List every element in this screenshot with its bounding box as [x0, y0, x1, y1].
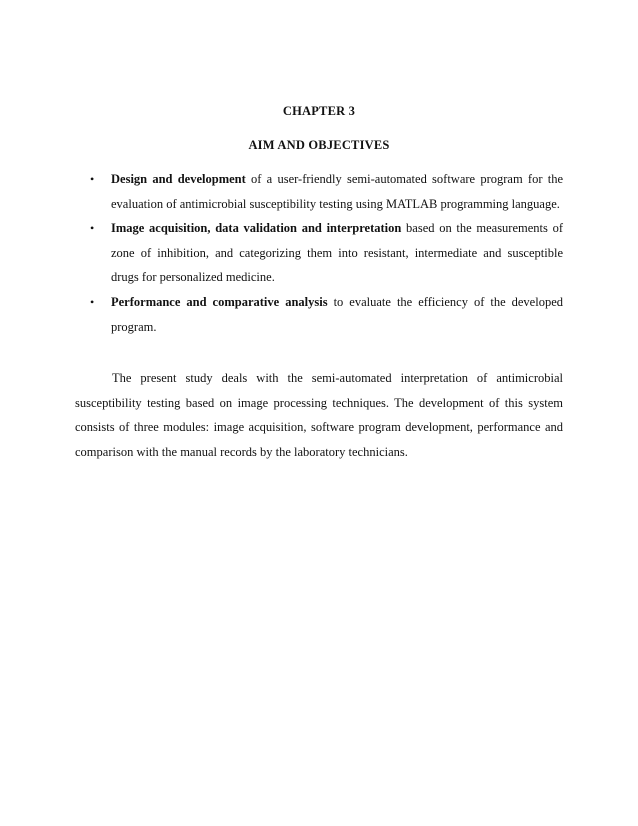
body-paragraph: The present study deals with the semi-automated interpretation of antimicrobial susceptibility testing based on image processing techniques. The development of this system consists of three modules: image acquisition, software program development, performance and comparison with the manual records by the laboratory technicians.: [75, 371, 563, 459]
objective-item-performance: [87, 290, 563, 339]
chapter-title: AIM AND OBJECTIVES: [248, 138, 390, 152]
objective-heading: Design and development: [111, 172, 246, 186]
objective-item-design: [87, 167, 563, 216]
bullet-icon: •: [90, 172, 95, 186]
bullet-icon: •: [90, 294, 95, 309]
bullet-icon: •: [90, 221, 95, 236]
objective-text: to evaluate the efficiency of the developed program.: [111, 294, 563, 334]
objective-text: of a user-friendly semi-automated software program for the evaluation of antimicrobial susceptibility testing using MATLAB programming language.: [111, 172, 563, 211]
objectives-list: [87, 167, 563, 339]
objective-item-image-acquisition: [87, 216, 563, 290]
objective-heading: Performance and comparative analysis: [111, 294, 328, 309]
objective-text: based on the measurements of zone of inhibition, and categorizing them into resistant, intermediate and susceptible drugs for personalized medicine.: [111, 221, 563, 285]
chapter-number: CHAPTER 3: [282, 104, 356, 118]
objective-heading: Image acquisition, data validation and interpretation: [111, 221, 402, 236]
